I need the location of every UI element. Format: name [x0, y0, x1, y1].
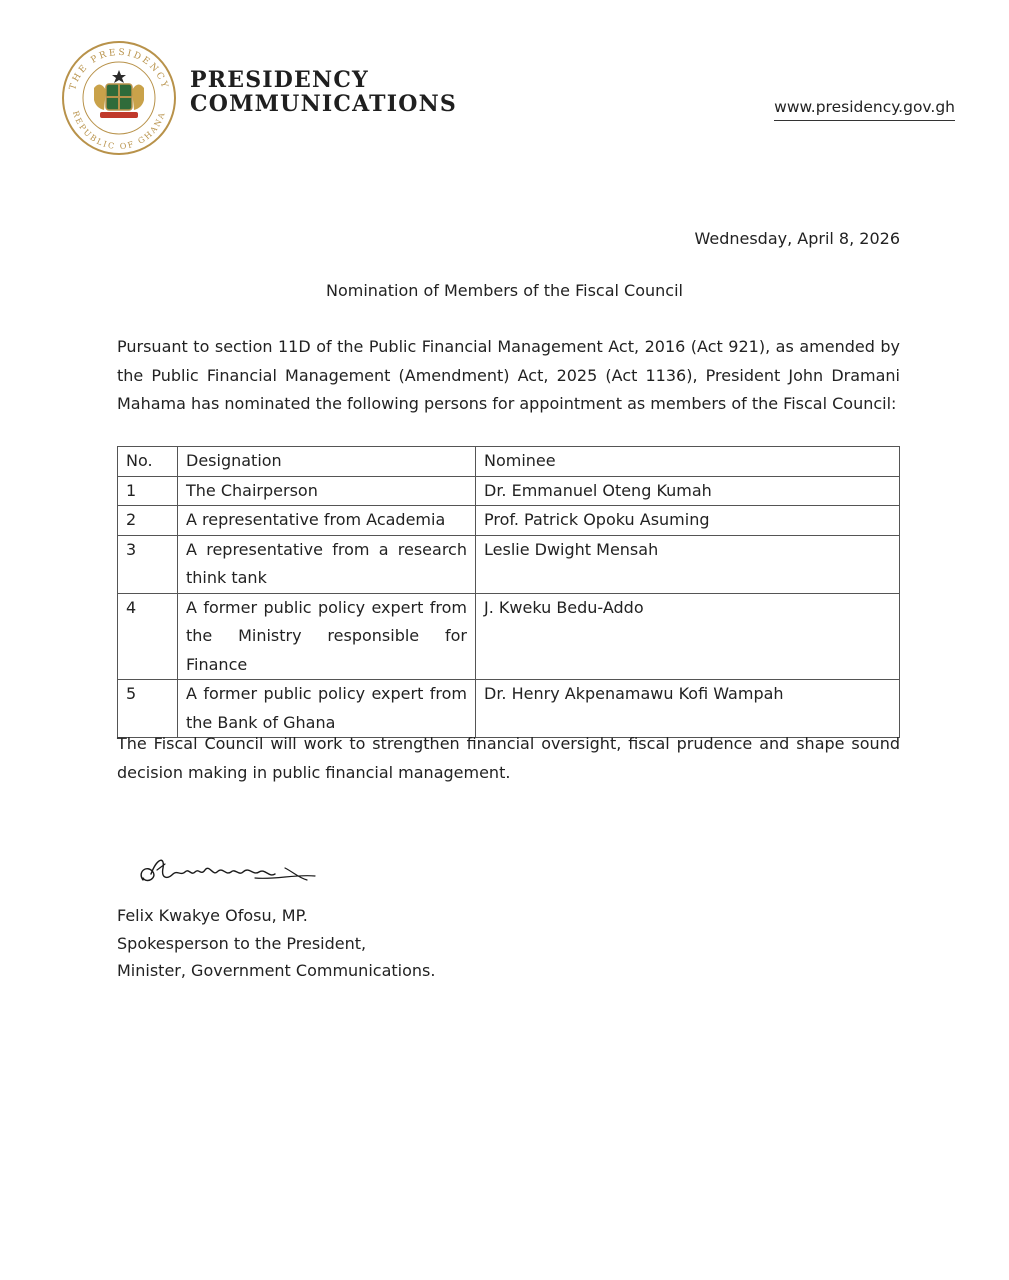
signatory-name: Felix Kwakye Ofosu, MP.: [117, 906, 308, 925]
letter-title: Nomination of Members of the Fiscal Council: [326, 281, 683, 300]
table-row: [118, 476, 900, 506]
website-link[interactable]: www.presidency.gov.gh: [774, 98, 955, 121]
brand-line-communications: COMMUNICATIONS: [190, 91, 457, 117]
presidency-seal-logo: [56, 40, 182, 156]
row-nominee: J. Kweku Bedu-Addo: [476, 593, 900, 680]
row-nominee: Dr. Emmanuel Oteng Kumah: [476, 476, 900, 506]
header-designation: Designation: [178, 447, 476, 477]
row-no: 1: [118, 476, 178, 506]
signatory-role: Minister, Government Communications.: [117, 961, 436, 980]
table-row: [118, 506, 900, 536]
header-no: No.: [118, 447, 178, 477]
row-designation: A former public policy expert from the Ministry responsible for Finance: [178, 593, 476, 680]
row-designation: A representative from a research think tank: [178, 535, 476, 593]
row-nominee: Dr. Henry Akpenamawu Kofi Wampah: [476, 680, 900, 738]
brand-wordmark: [190, 68, 457, 116]
row-no: 5: [118, 680, 178, 738]
handwritten-signature: [135, 850, 325, 895]
signatory-block: [117, 902, 435, 985]
row-no: 2: [118, 506, 178, 536]
letter-date: Wednesday, April 8, 2026: [694, 229, 900, 248]
table-row: [118, 593, 900, 680]
row-designation: A representative from Academia: [178, 506, 476, 536]
row-no: 4: [118, 593, 178, 680]
row-designation: The Chairperson: [178, 476, 476, 506]
brand-line-presidency: PRESIDENCY: [190, 67, 369, 93]
table-row: [118, 680, 900, 738]
row-nominee: Leslie Dwight Mensah: [476, 535, 900, 593]
svg-text:THE PRESIDENCY: THE PRESIDENCY: [68, 47, 170, 92]
table-row: [118, 535, 900, 593]
table-header-row: [118, 447, 900, 477]
row-no: 3: [118, 535, 178, 593]
row-designation: A former public policy expert from the Bank of Ghana: [178, 680, 476, 738]
intro-paragraph: Pursuant to section 11D of the Public Financial Management Act, 2016 (Act 921), as amended by the Public Financial Management (Amendment) Act, 2025 (Act 1136), President John Dramani Mahama has nominated the following persons for appointment as members of the Fiscal Council:: [117, 337, 900, 413]
header-nominee: Nominee: [476, 447, 900, 477]
svg-text:REPUBLIC OF GHANA: REPUBLIC OF GHANA: [70, 109, 168, 152]
row-nominee: Prof. Patrick Opoku Asuming: [476, 506, 900, 536]
closing-paragraph: The Fiscal Council will work to strengthen financial oversight, fiscal prudence and shape sound decision making in public financial management.: [117, 734, 900, 782]
nominees-table: [117, 446, 900, 738]
signatory-role: Spokesperson to the President,: [117, 933, 367, 953]
